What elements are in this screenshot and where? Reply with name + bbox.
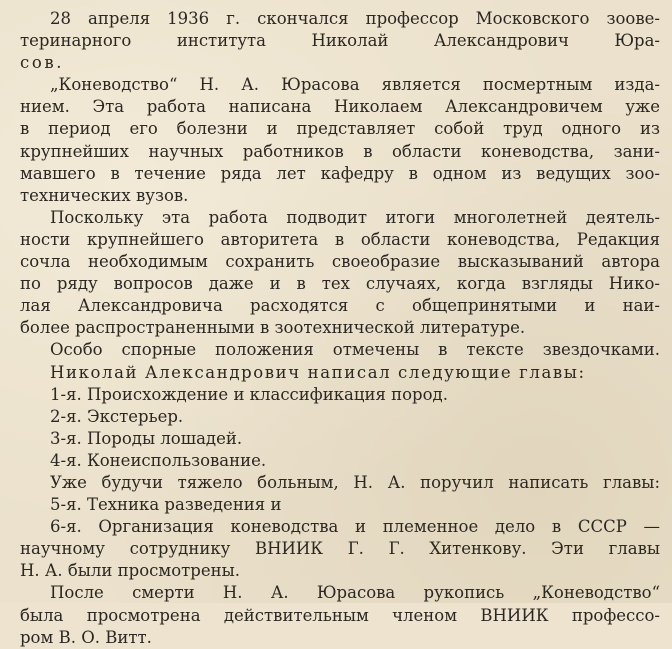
text-line: 4-я. Конеиспользование.: [50, 450, 267, 470]
text-line: 6-я. Организация коневодства и племенное дело в СССР —: [50, 517, 660, 537]
text-line: по ряду вопросов даже и в тех случаях, когда взгляды Нико-: [20, 274, 660, 294]
text-line: „Коневодство“ Н. А. Юрасова является посмертным изда-: [50, 75, 660, 95]
text-line: Николай Александрович написал следующие главы:: [50, 362, 586, 382]
document-text: [20, 8, 660, 649]
text-line: технических вузов.: [20, 185, 189, 205]
text-line: Н. А. были просмотрены.: [20, 561, 240, 581]
text-line: теринарного института Николай Александрович Юра-: [20, 31, 660, 51]
text-line: 3-я. Породы лошадей.: [50, 428, 243, 448]
text-line: сочла необходимым сохранить своеобразие высказываний автора: [20, 252, 660, 272]
text-line: более распространенными в зоотехнической литературе.: [20, 318, 526, 338]
text-line: мавшего в течение ряда лет кафедру в одном из ведущих зоо-: [20, 163, 660, 183]
text-line: Поскольку эта работа подводит итоги многолетней деятель-: [50, 207, 660, 227]
text-line: нием. Эта работа написана Николаем Александровичем уже: [20, 97, 660, 117]
text-line: ности крупнейшего авторитета в области коневодства, Редакция: [20, 229, 660, 249]
text-line: 28 апреля 1936 г. скончался профессор Московского зоове-: [50, 9, 660, 28]
text-line: лая Александровича расходятся с общепринятыми и наи-: [20, 296, 660, 316]
text-line: 1-я. Происхождение и классификация пород.: [50, 384, 448, 404]
text-line: Уже будучи тяжело больным, Н. А. поручил написать главы:: [50, 472, 660, 492]
text-line: 2-я. Экстерьер.: [50, 406, 184, 426]
text-line: Особо спорные положения отмечены в тексте звездочками.: [50, 340, 660, 360]
text-line: 5-я. Техника разведения и: [50, 495, 282, 515]
text-line: в период его болезни и представляет собой труд одного из: [20, 119, 660, 139]
text-line: ром В. О. Витт.: [20, 627, 152, 647]
text-line: была просмотрена действительным членом ВНИИК профессо-: [20, 605, 660, 625]
text-line: научному сотруднику ВНИИК Г. Г. Хитенкову. Эти главы: [20, 539, 660, 559]
text-line: крупнейших научных работников в области коневодства, зани-: [20, 141, 660, 161]
text-line: сов.: [20, 53, 65, 73]
text-line: После смерти Н. А. Юрасова рукопись „Коневодство“: [50, 583, 660, 603]
